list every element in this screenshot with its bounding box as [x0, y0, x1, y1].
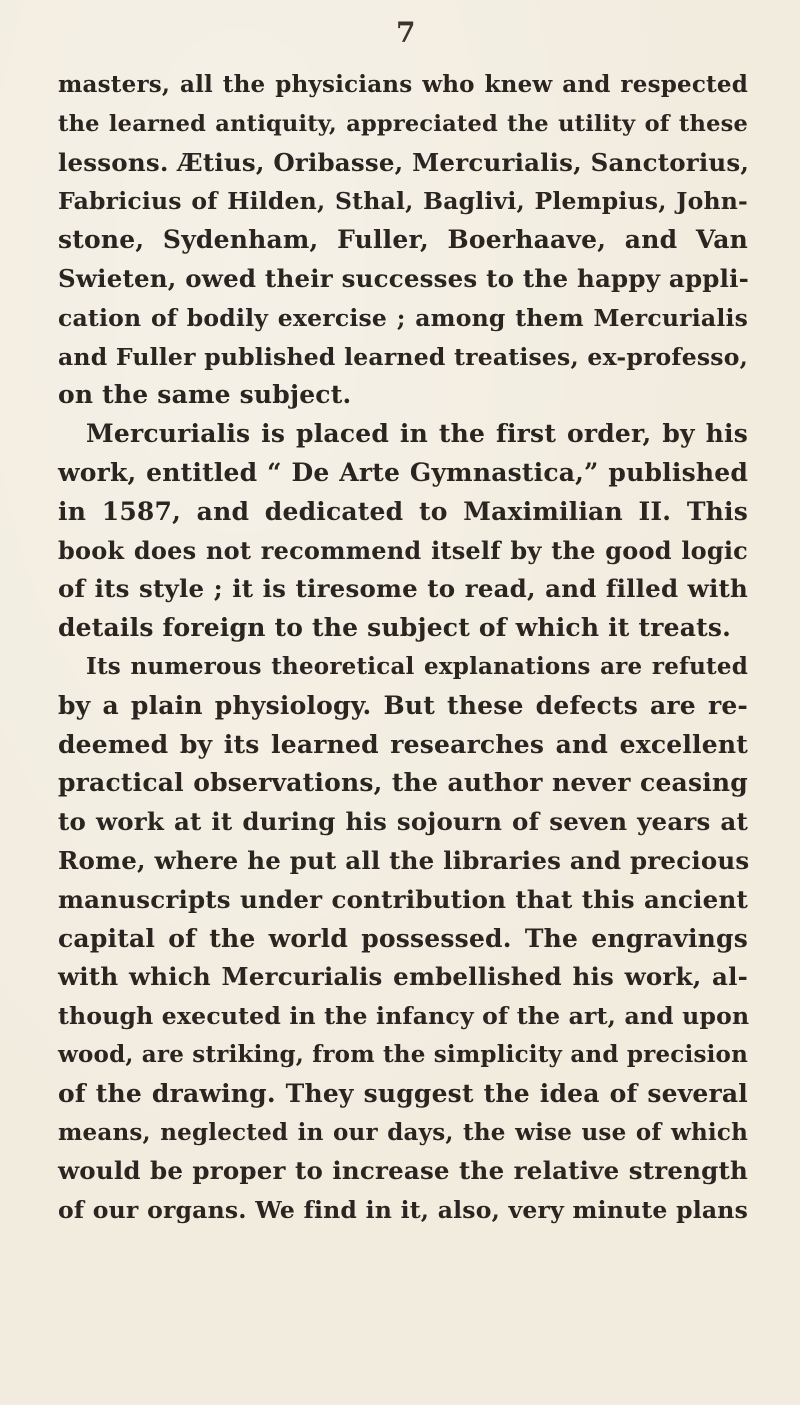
text-line: deemed by its learned researches and excellent	[58, 729, 748, 759]
text-line: of the drawing. They suggest the idea of several	[58, 1078, 748, 1108]
text-line: with which Mercurialis embellished his work, al-	[58, 962, 748, 992]
text-line: would be proper to increase the relative strength	[58, 1156, 748, 1186]
text-line: and Fuller published learned treatises, ex-professo,	[58, 342, 748, 371]
text-line: to work at it during his sojourn of seven years at	[58, 807, 748, 837]
text-line: on the same subject.	[58, 380, 352, 410]
text-line: Mercurialis is placed in the first order, by his	[86, 419, 748, 449]
text-line: details foreign to the subject of which it treats.	[58, 613, 732, 643]
text-line: Rome, where he put all the libraries and precious	[58, 845, 750, 875]
text-line: cation of bodily exercise ; among them Mercurialis	[58, 303, 748, 332]
text-line: book does not recommend itself by the good logic	[58, 535, 748, 565]
body-text	[58, 66, 748, 1230]
text-line: in 1587, and dedicated to Maximilian II. This	[58, 496, 748, 526]
text-line: means, neglected in our days, the wise use of which	[58, 1118, 748, 1146]
text-line: capital of the world possessed. The engravings	[58, 923, 748, 953]
text-line: of our organs. We find in it, also, very minute plans	[58, 1196, 748, 1225]
text-line: Fabricius of Hilden, Sthal, Baglivi, Plempius, John-	[58, 187, 748, 216]
page-number: 7	[396, 16, 416, 49]
text-line: though executed in the infancy of the art, and upon	[58, 1002, 750, 1031]
text-line: manuscripts under contribution that this ancient	[58, 884, 748, 914]
text-line: Its numerous theoretical explanations are refuted	[86, 652, 748, 680]
text-line: by a plain physiology. But these defects are re-	[58, 690, 748, 720]
text-line: masters, all the physicians who knew and respected	[58, 71, 748, 98]
text-line: practical observations, the author never ceasing	[58, 768, 748, 798]
text-line: stone, Sydenham, Fuller, Boerhaave, and Van	[58, 225, 748, 255]
text-line: of its style ; it is tiresome to read, and filled with	[58, 574, 748, 604]
text-line: the learned antiquity, appreciated the utility of these	[58, 110, 748, 137]
text-line: Swieten, owed their successes to the happy appli-	[58, 263, 749, 293]
text-line: work, entitled “ De Arte Gymnastica,” published	[58, 457, 748, 487]
text-line: wood, are striking, from the simplicity and precision	[58, 1040, 748, 1068]
text-line: lessons. Ætius, Oribasse, Mercurialis, Sanctorius,	[58, 147, 750, 177]
